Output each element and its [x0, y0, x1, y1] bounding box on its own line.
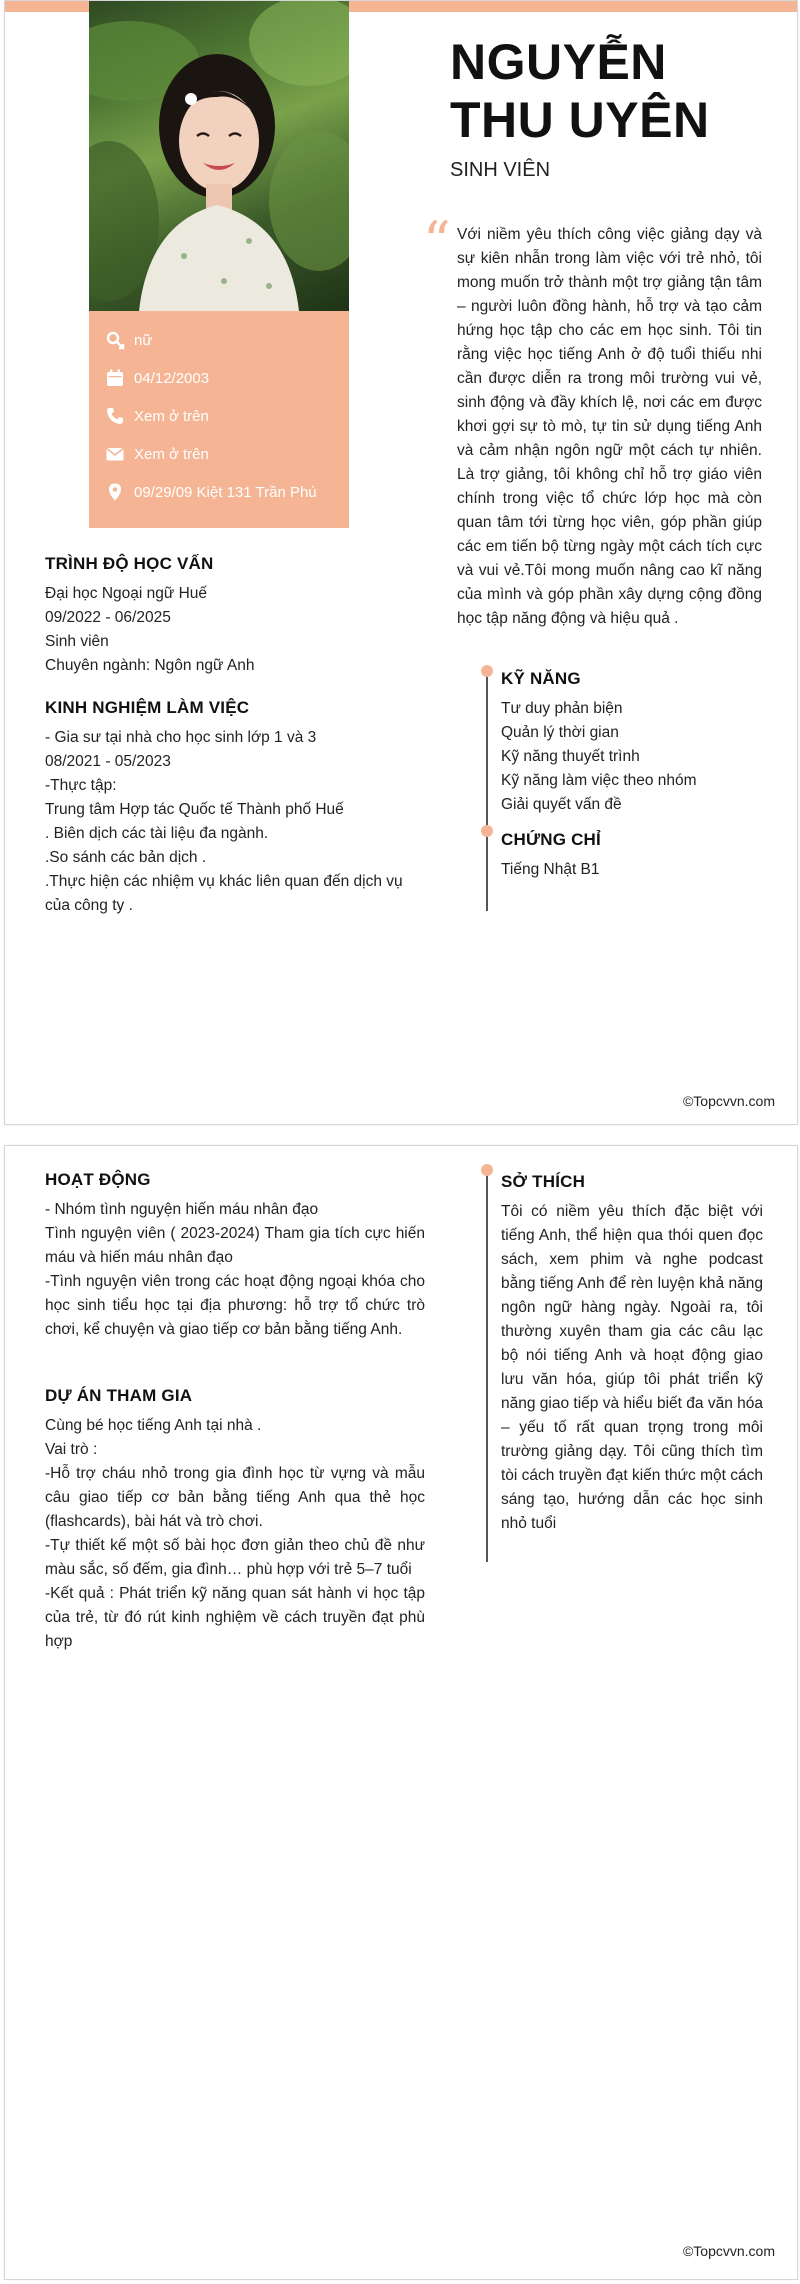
- experience-section: [45, 698, 425, 918]
- timeline-dot: [481, 1164, 493, 1176]
- phone-icon: [105, 406, 125, 426]
- email-value: Xem ở trên: [134, 445, 209, 463]
- certificates-heading: CHỨNG CHỈ: [501, 830, 601, 849]
- profile-photo-illustration: [89, 1, 349, 311]
- profile-photo: [89, 1, 349, 311]
- footer-credit: ©Topcvvn.com: [682, 1093, 775, 1109]
- career-objective: Với niềm yêu thích công việc giảng dạy và sự kiên nhẫn trong làm việc với trẻ nhỏ, tôi mong muốn trở thành một trợ giảng tận tâm – người luôn đồng hành, hỗ trợ và tạo cảm hứng học tập cho các em học sinh. Tôi tin rằng việc học tiếng Anh ở độ tuổi thiếu nhi cần được diễn ra trong môi trường vui vẻ, sinh động và đầy khích lệ, nơi các em được khơi gợi sự tò mò, tự tin sử dụng tiếng Anh và cảm nhận ngôn ngữ một cách tự nhiên. Là trợ giảng, tôi không chỉ hỗ trợ giáo viên chính trong việc tổ chức lớp học mà còn quan tâm tới từng học viên, góp phần giúp các em tiến bộ từng ngày một cách tích cực và vui vẻ.Tôi mong muốn nâng cao kĩ năng của mình và góp phần xây dựng cộng đồng học tập năng động và hiệu quả .: [457, 226, 762, 627]
- education-line: Sinh viên: [45, 633, 109, 650]
- birthday-value: 04/12/2003: [134, 369, 210, 387]
- experience-line: .So sánh các bản dịch .: [45, 849, 207, 866]
- birthday-row: [105, 359, 333, 397]
- candidate-title: SINH VIÊN: [450, 159, 551, 181]
- address-value: 09/29/09 Kiệt 131 Trần Phú: [134, 483, 317, 501]
- envelope-icon: [105, 444, 125, 464]
- address-row: [105, 473, 333, 511]
- education-line: 09/2022 - 06/2025: [45, 609, 171, 626]
- experience-line: Trung tâm Hợp tác Quốc tế Thành phố Huế: [45, 801, 344, 818]
- skill-item: Kỹ năng thuyết trình: [501, 748, 640, 765]
- experience-line: .Thực hiện các nhiệm vụ khác liên quan đến dịch vụ của công ty .: [45, 873, 403, 914]
- education-line: Đại học Ngoại ngữ Huế: [45, 585, 208, 602]
- activity-line: Tình nguyện viên ( 2023-2024) Tham gia tích cực hiến máu và hiến máu nhân đạo: [45, 1225, 425, 1266]
- project-line: -Hỗ trợ cháu nhỏ trong gia đình học từ vựng và mẫu câu giao tiếp cơ bản bằng tiếng Anh qua thẻ học (flashcards), bài hát và trò chơi.: [45, 1465, 425, 1530]
- location-pin-icon: [105, 482, 125, 502]
- experience-line: 08/2021 - 05/2023: [45, 753, 171, 770]
- email-row: [105, 435, 333, 473]
- skill-item: Quản lý thời gian: [501, 724, 619, 741]
- activities-section: [45, 1170, 425, 1342]
- timeline-line: [486, 671, 488, 911]
- experience-line: . Biên dịch các tài liệu đa ngành.: [45, 825, 269, 842]
- activity-line: -Tình nguyện viên trong các hoạt động ngoại khóa cho học sinh tiểu học tại địa phương: hỗ trợ tổ chức trò chơi, kể chuyện và giao tiếp cơ bản bằng tiếng Anh.: [45, 1273, 425, 1338]
- activity-line: - Nhóm tình nguyện hiến máu nhân đạo: [45, 1201, 319, 1218]
- project-line: -Tự thiết kế một số bài học đơn giản theo chủ đề như màu sắc, số đếm, gia đình… phù hợp với trẻ 5–7 tuổi: [45, 1537, 425, 1578]
- experience-line: - Gia sư tại nhà cho học sinh lớp 1 và 3: [45, 729, 317, 746]
- timeline-line: [486, 1170, 488, 1562]
- project-line: -Kết quả : Phát triển kỹ năng quan sát hành vi học tập của trẻ, từ đó rút kinh nghiệm về cách truyền đạt phù hợp: [45, 1585, 425, 1650]
- cv-page-1: [4, 0, 798, 1125]
- gender-row: [105, 321, 333, 359]
- timeline-dot: [481, 665, 493, 677]
- calendar-icon: [105, 368, 125, 388]
- skills-section: [501, 669, 763, 817]
- gender-value: nữ: [134, 331, 153, 349]
- activities-heading: HOẠT ĐỘNG: [45, 1170, 151, 1189]
- education-section: [45, 554, 425, 678]
- projects-section: [45, 1386, 425, 1654]
- certificates-section: [501, 830, 763, 882]
- project-line: Cùng bé học tiếng Anh tại nhà .: [45, 1417, 262, 1434]
- phone-value: Xem ở trên: [134, 407, 209, 425]
- quote-icon: “: [423, 210, 451, 273]
- candidate-name: NGUYỄN THU UYÊN: [450, 34, 710, 148]
- footer-credit: ©Topcvvn.com: [682, 2243, 775, 2259]
- hobbies-text: Tôi có niềm yêu thích đặc biệt với tiếng Anh, thể hiện qua thói quen đọc sách, xem phim và nghe podcast bằng tiếng Anh để rèn luyện khả năng ngôn ngữ hàng ngày. Ngoài ra, tôi thường xuyên tham gia các câu lạc bộ nói tiếng Anh và hoạt động giao lưu văn hóa, giúp tôi phát triển kỹ năng giao tiếp và hiểu biết đa văn hóa – yếu tố rất quan trọng trong môi trường giảng dạy. Tôi cũng thích tìm tòi cách truyền đạt kiến thức một cách sáng tạo, hướng dẫn các học sinh nhỏ tuổi: [501, 1203, 763, 1532]
- cv-page-2: [4, 1145, 798, 2280]
- hobbies-section: [501, 1172, 763, 1536]
- project-line: Vai trò :: [45, 1441, 98, 1458]
- skill-item: Tư duy phản biện: [501, 700, 623, 717]
- skill-item: Giải quyết vấn đề: [501, 796, 622, 813]
- education-heading: TRÌNH ĐỘ HỌC VẤN: [45, 554, 214, 573]
- experience-line: -Thực tập:: [45, 777, 117, 794]
- projects-heading: DỰ ÁN THAM GIA: [45, 1386, 193, 1405]
- certificate-item: Tiếng Nhật B1: [501, 861, 600, 878]
- education-line: Chuyên ngành: Ngôn ngữ Anh: [45, 657, 255, 674]
- hobbies-heading: SỞ THÍCH: [501, 1172, 586, 1191]
- skill-item: Kỹ năng làm việc theo nhóm: [501, 772, 697, 789]
- experience-heading: KINH NGHIỆM LÀM VIỆC: [45, 698, 250, 717]
- skills-heading: KỸ NĂNG: [501, 669, 581, 688]
- personal-info-box: [89, 311, 349, 528]
- timeline-dot: [481, 825, 493, 837]
- phone-row: [105, 397, 333, 435]
- gender-icon: [105, 330, 125, 350]
